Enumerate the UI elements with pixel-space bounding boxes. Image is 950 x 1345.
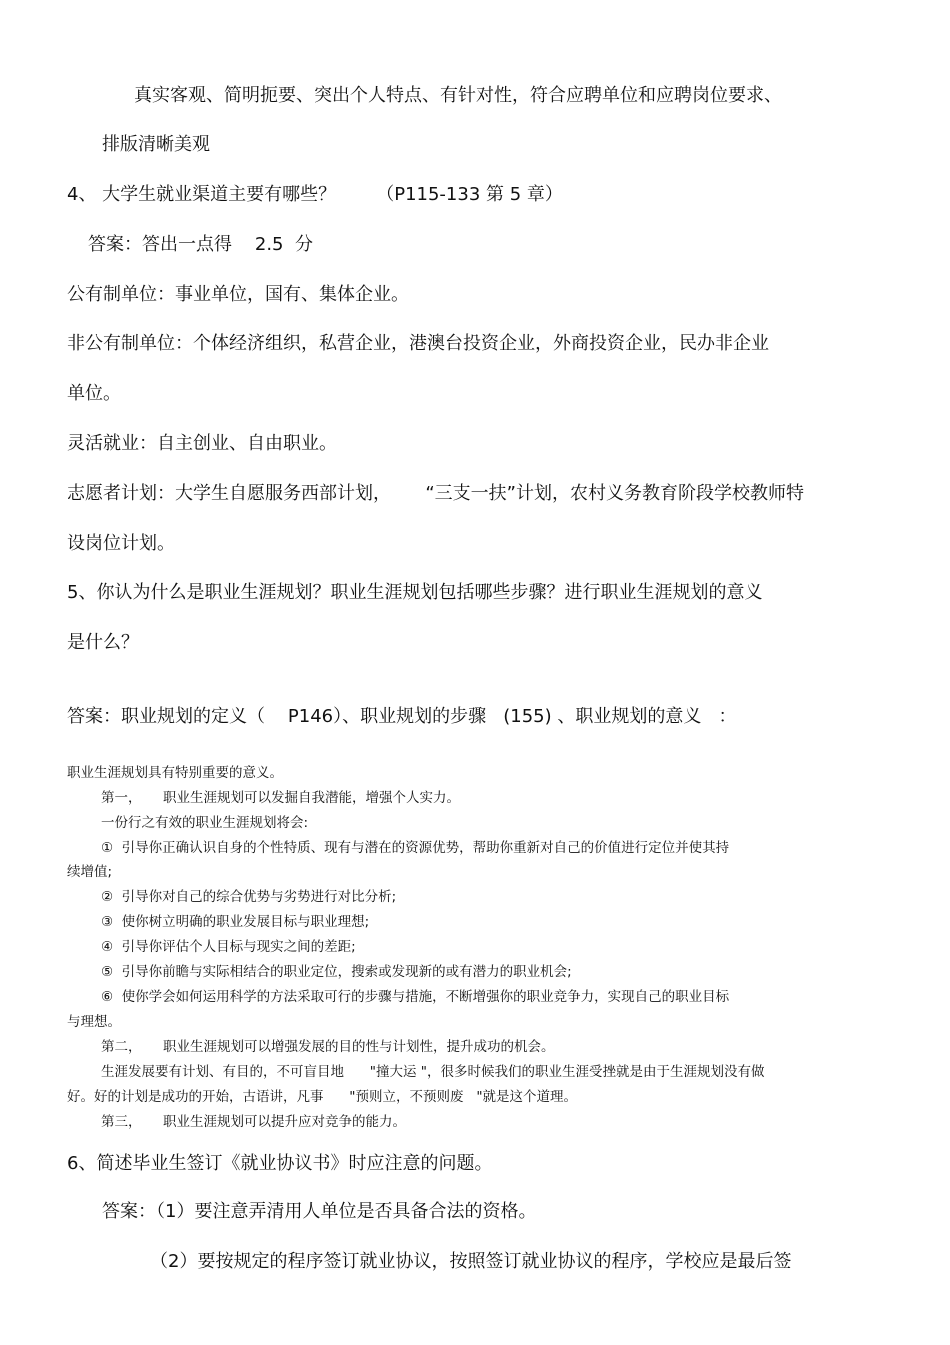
answer-4-score: 答案：答出一点得 2.5 分 — [88, 234, 313, 255]
answer-5-summary: 答案：职业规划的定义（ P146）、职业规划的步骤 (155) 、职业规划的意义 ： — [67, 706, 737, 727]
significance-third: 第三， 职业生涯规划可以提升应对竞争的能力。 — [101, 1114, 406, 1130]
answer-4-nonpublic-units-cont: 单位。 — [67, 383, 121, 404]
significance-second: 第二， 职业生涯规划可以增强发展的目的性与计划性，提升成功的机会。 — [101, 1039, 555, 1055]
significance-item-2: ② 引导你对自己的综合优势与劣势进行对比分析; — [101, 889, 397, 905]
significance-first: 第一， 职业生涯规划可以发掘自我潜能，增强个人实力。 — [101, 790, 460, 806]
answer-6-point-1: 答案：（1）要注意弄清用人单位是否具备合法的资格。 — [102, 1201, 537, 1222]
answer-4-volunteer-plan: 志愿者计划：大学生自愿服务西部计划， “三支一扶”计划，农村义务教育阶段学校教师特 — [67, 483, 804, 504]
answer-4-nonpublic-units: 非公有制单位：个体经济组织，私营企业，港澳台投资企业，外商投资企业，民办非企业 — [67, 333, 769, 354]
significance-item-1: ① 引导你正确认识自身的个性特质、现有与潜在的资源优势，帮助你重新对自己的价值进行定位并使其持 — [101, 840, 730, 856]
significance-item-1-cont: 续增值; — [67, 864, 113, 880]
significance-item-6-cont: 与理想。 — [67, 1014, 121, 1030]
answer-4-flexible-employment: 灵活就业：自主创业、自由职业。 — [67, 433, 337, 454]
answer-6-point-2: （2）要按规定的程序签订就业协议，按照签订就业协议的程序，学校应是最后签 — [150, 1251, 792, 1272]
question-6: 6、简述毕业生签订《就业协议书》时应注意的问题。 — [67, 1153, 493, 1174]
question-4: 4、 大学生就业渠道主要有哪些？ （P115-133 第 5 章） — [67, 184, 563, 205]
question-5-cont: 是什么？ — [67, 632, 139, 653]
significance-second-detail: 生涯发展要有计划、有目的，不可盲目地 "撞大运 "，很多时候我们的职业生涯受挫就是由于生涯规划没有做 — [101, 1064, 765, 1080]
significance-first-lead: 一份行之有效的职业生涯规划将会: — [101, 815, 309, 831]
resume-requirements-line: 真实客观、简明扼要、突出个人特点、有针对性，符合应聘单位和应聘岗位要求、 — [134, 85, 782, 106]
significance-item-6: ⑥ 使你学会如何运用科学的方法采取可行的步骤与措施，不断增强你的职业竞争力，实现自己的职业目标 — [101, 989, 730, 1005]
significance-item-5: ⑤ 引导你前瞻与实际相结合的职业定位，搜索或发现新的或有潜力的职业机会; — [101, 964, 572, 980]
significance-second-detail-cont: 好。好的计划是成功的开始，古语讲，凡事 "预则立，不预则废 "就是这个道理。 — [67, 1089, 578, 1105]
question-5: 5、你认为什么是职业生涯规划？职业生涯规划包括哪些步骤？进行职业生涯规划的意义 — [67, 582, 763, 603]
significance-item-3: ③ 使你树立明确的职业发展目标与职业理想; — [101, 914, 370, 930]
resume-requirements-line-cont: 排版清晰美观 — [102, 134, 210, 155]
answer-4-volunteer-plan-cont: 设岗位计划。 — [67, 533, 175, 554]
significance-intro: 职业生涯规划具有特别重要的意义。 — [67, 765, 283, 781]
answer-4-public-units: 公有制单位：事业单位，国有、集体企业。 — [67, 284, 409, 305]
significance-item-4: ④ 引导你评估个人目标与现实之间的差距; — [101, 939, 356, 955]
